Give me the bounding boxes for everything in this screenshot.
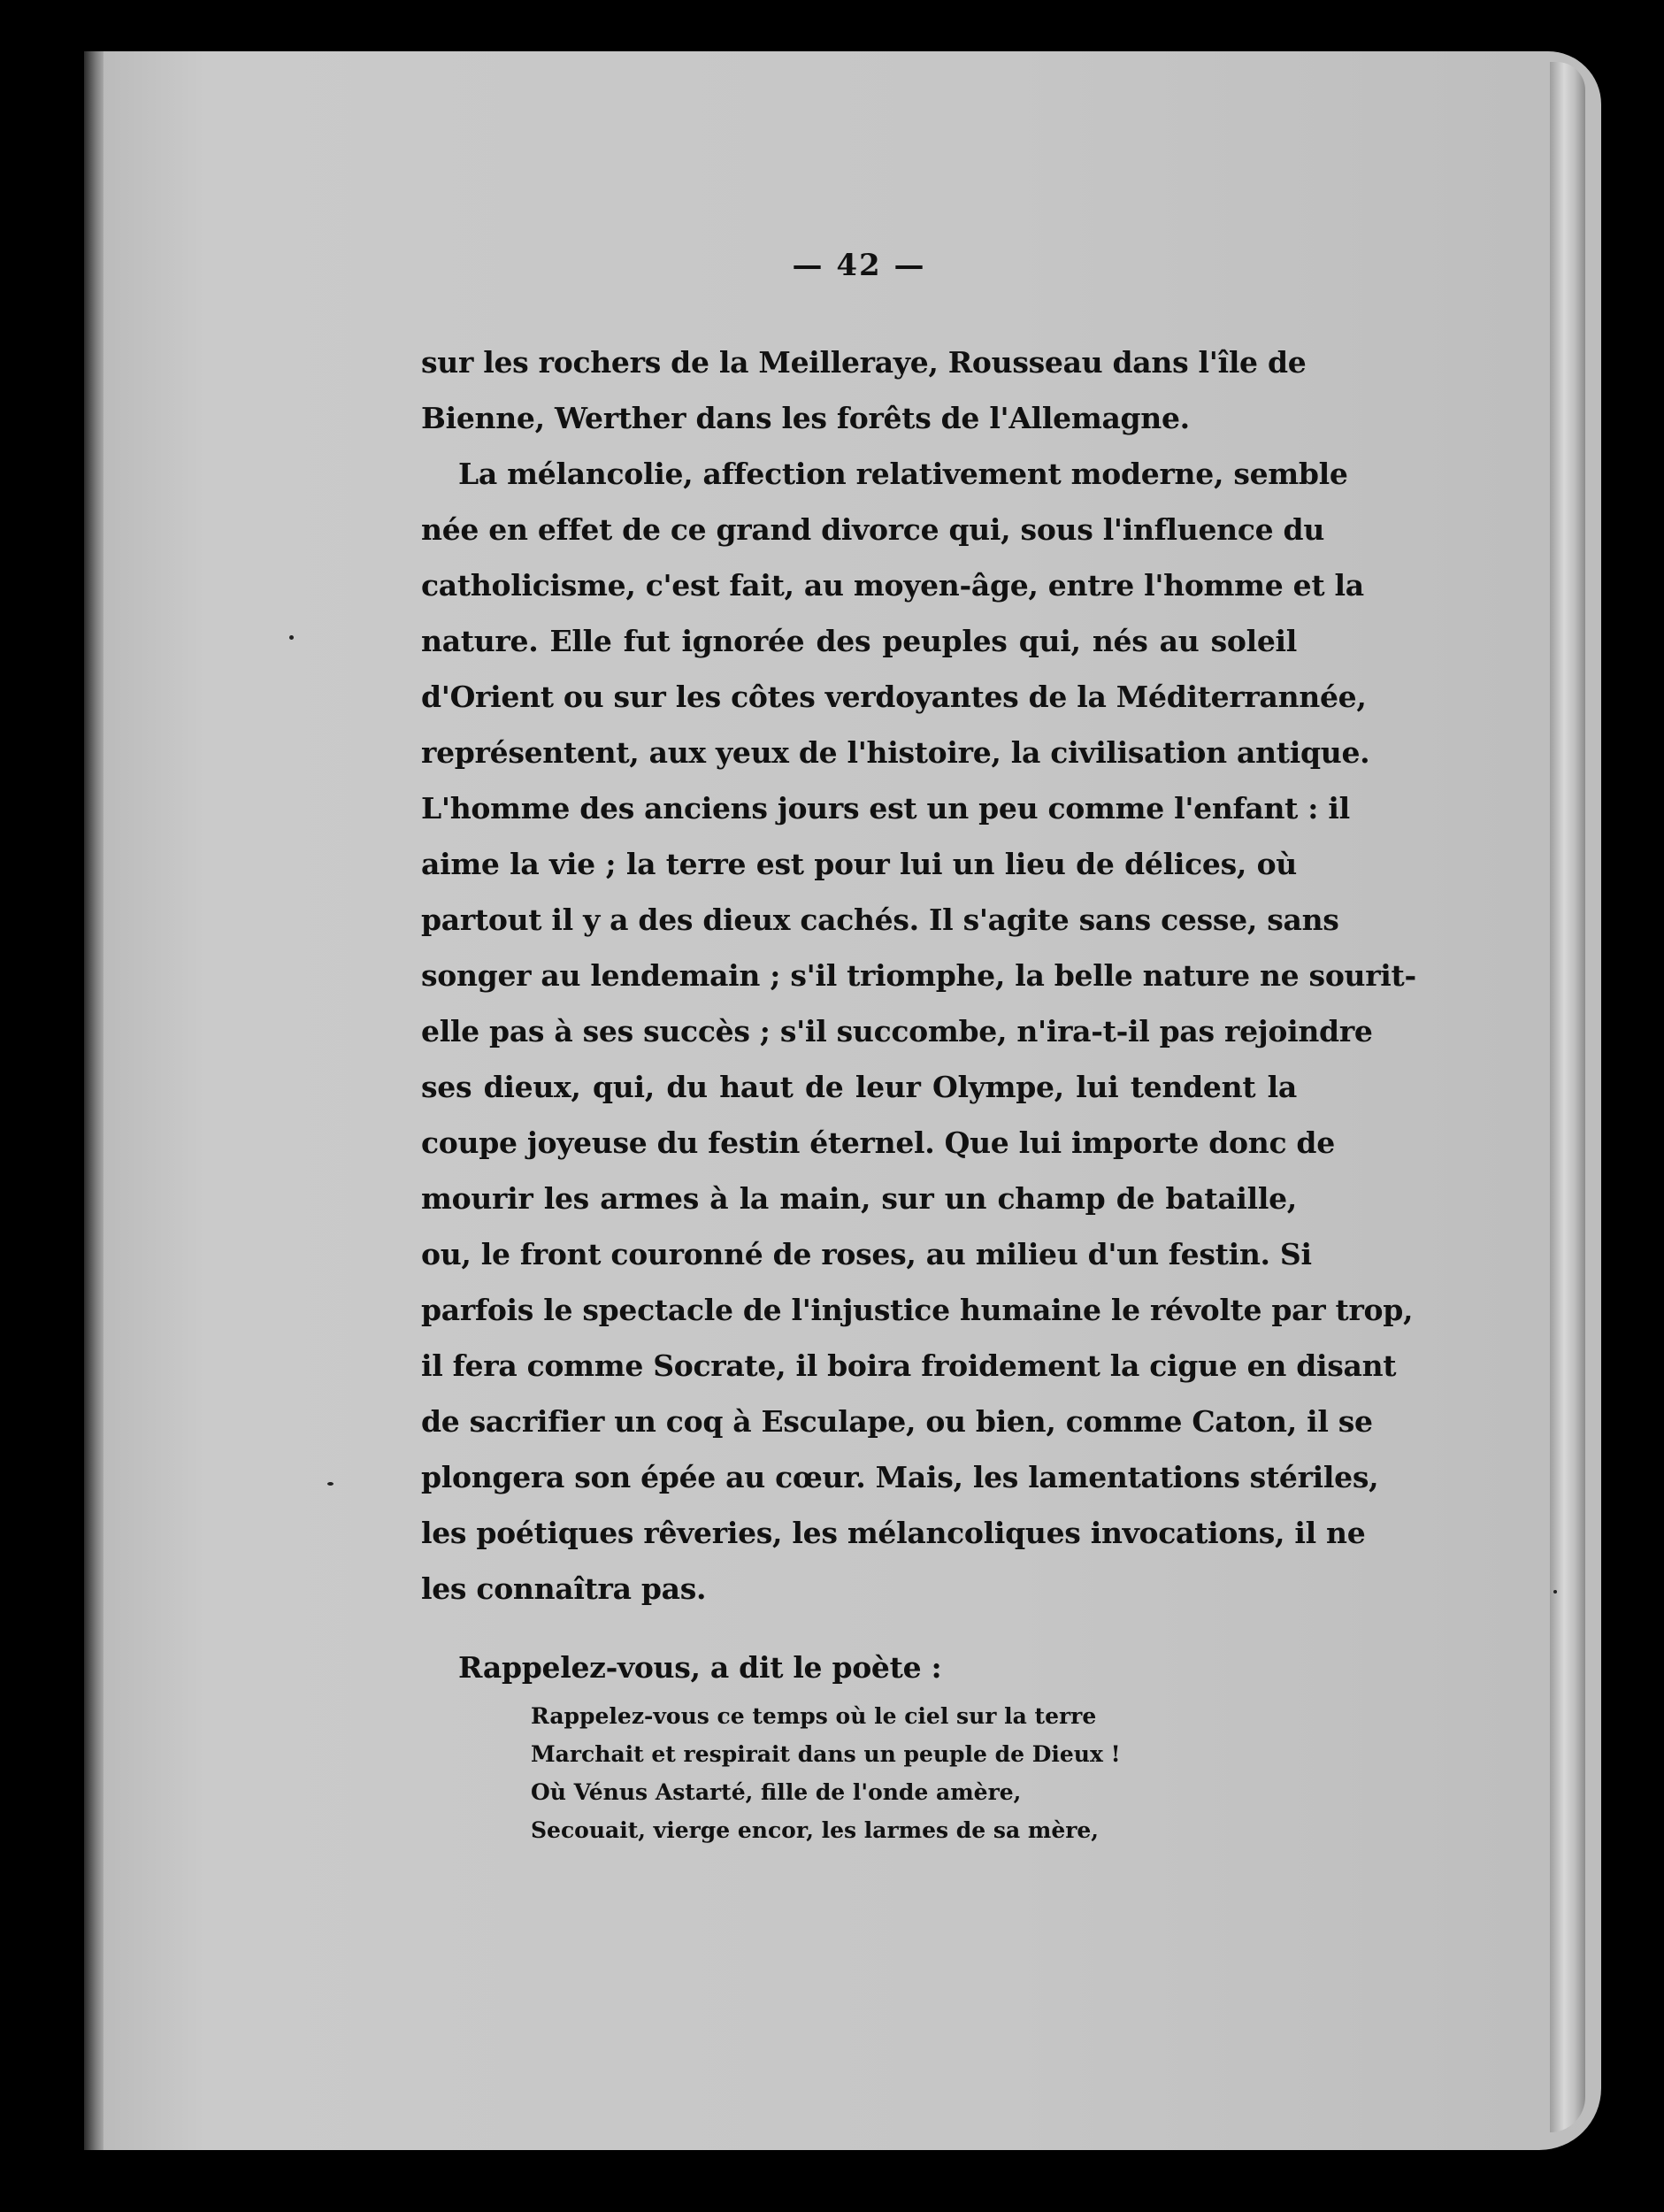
verse-line: Marchait et respirait dans un peuple de Dieux ! (531, 1741, 1121, 1767)
verse-quotation (531, 1697, 1121, 1849)
text-line: d'Orient ou sur les côtes verdoyantes de la Méditerrannée, (421, 680, 1367, 714)
paragraph-gap (421, 1617, 1297, 1640)
text-line: catholicisme, c'est fait, au moyen-âge, entre l'homme et la (421, 568, 1364, 603)
text-line: L'homme des anciens jours est un peu comme l'enfant : il (421, 791, 1350, 826)
text-line: représentent, aux yeux de l'histoire, la civilisation antique. (421, 735, 1370, 770)
text-line: il fera comme Socrate, il boira froidement la cigue en disant (421, 1348, 1397, 1383)
ink-speck (289, 635, 294, 640)
text-line: de sacrifier un coq à Esculape, ou bien, comme Caton, il se (421, 1404, 1373, 1439)
verse-line: Où Vénus Astarté, fille de l'onde amère, (531, 1779, 1022, 1805)
ink-speck (327, 1482, 334, 1486)
text-line: les poétiques rêveries, les mélancoliques invocations, il ne (421, 1516, 1366, 1550)
text-line: Rappelez-vous, a dit le poète : (458, 1650, 942, 1685)
text-line: La mélancolie, affection relativement moderne, semble (458, 457, 1348, 491)
text-line: nature. Elle fut ignorée des peuples qui, nés au soleil (421, 624, 1297, 658)
text-line: ses dieux, qui, du haut de leur Olympe, lui tendent la (421, 1070, 1297, 1104)
text-line: plongera son épée au cœur. Mais, les lamentations stériles, (421, 1460, 1379, 1494)
text-line: ou, le front couronné de roses, au milieu d'un festin. Si (421, 1237, 1312, 1271)
body-text (421, 334, 1416, 1695)
ink-speck (1553, 1590, 1557, 1594)
page-number: — 42 — (792, 248, 926, 283)
text-line: les connaîtra pas. (421, 1571, 707, 1606)
text-line: Bienne, Werther dans les forêts de l'Allemagne. (421, 401, 1190, 435)
text-line: aime la vie ; la terre est pour lui un lieu de délices, où (421, 847, 1297, 881)
text-line: née en effet de ce grand divorce qui, sous l'influence du (421, 512, 1325, 547)
text-line: songer au lendemain ; s'il triomphe, la belle nature ne sourit- (421, 958, 1416, 993)
text-line: elle pas à ses succès ; s'il succombe, n'ira-t-il pas rejoindre (421, 1014, 1373, 1048)
text-line: partout il y a des dieux cachés. Il s'agite sans cesse, sans (421, 902, 1339, 937)
page-left-edge (84, 51, 104, 2150)
page-right-edge (1550, 62, 1585, 2132)
text-line: coupe joyeuse du festin éternel. Que lui importe donc de (421, 1125, 1335, 1160)
text-line: parfois le spectacle de l'injustice humaine le révolte par trop, (421, 1293, 1414, 1327)
text-line: mourir les armes à la main, sur un champ de bataille, (421, 1181, 1297, 1216)
text-line: sur les rochers de la Meilleraye, Rousseau dans l'île de (421, 345, 1307, 380)
verse-line: Secouait, vierge encor, les larmes de sa mère, (531, 1817, 1100, 1843)
verse-line: Rappelez-vous ce temps où le ciel sur la terre (531, 1703, 1097, 1729)
